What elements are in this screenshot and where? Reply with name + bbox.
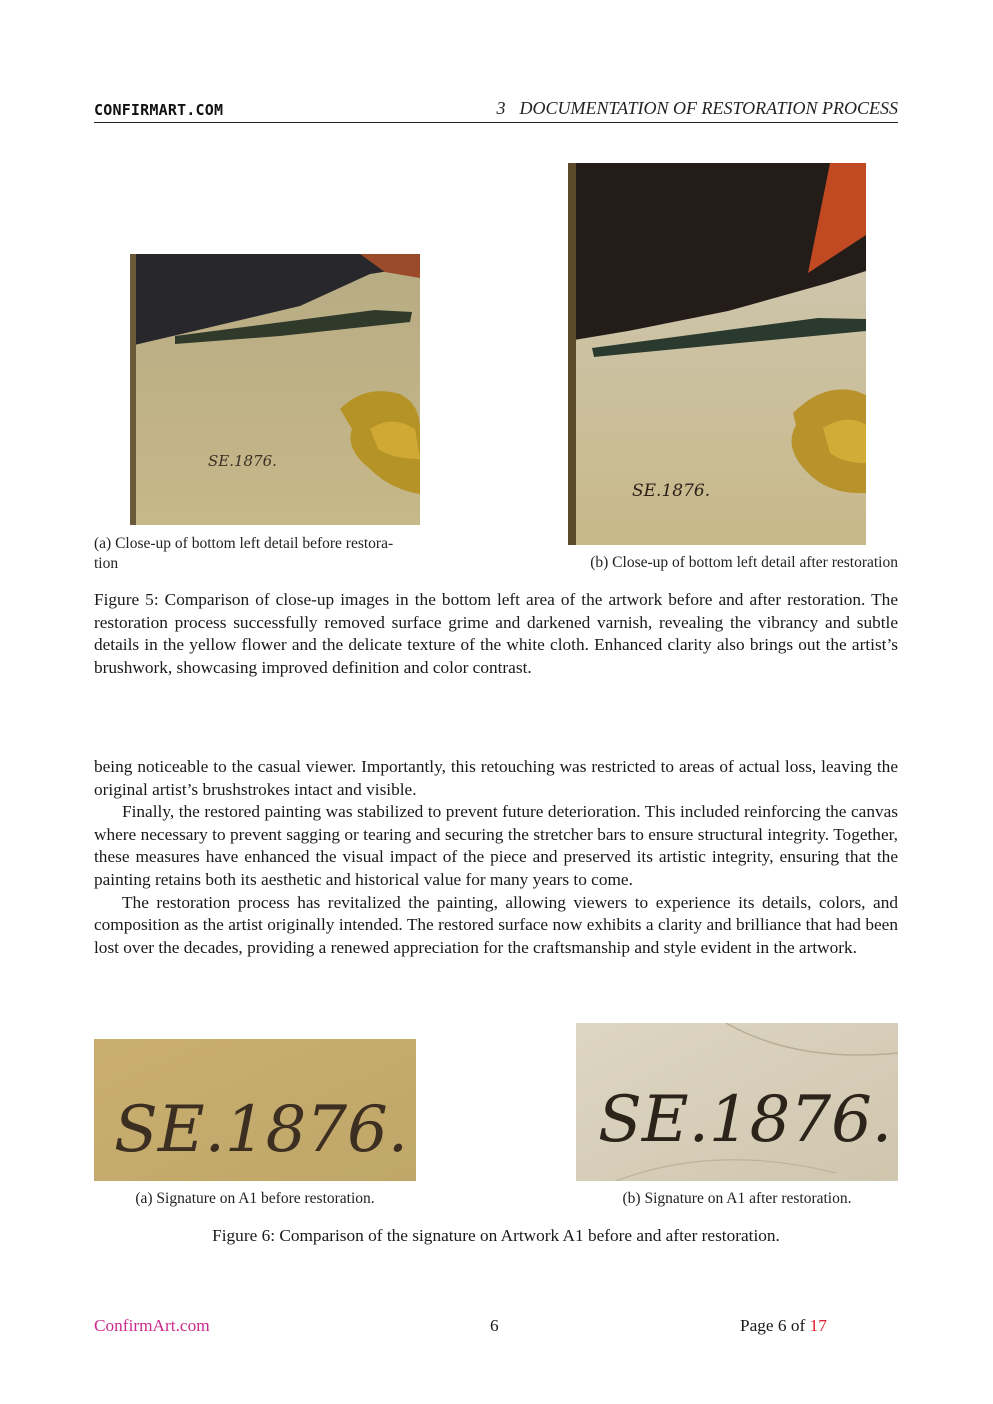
- paragraph: being noticeable to the casual viewer. Importantly, this retouching was restricted to areas of actual loss, leaving the original artist’s brushstrokes intact and visible.: [94, 757, 898, 799]
- figure-6-caption: Figure 6: Comparison of the signature on Artwork A1 before and after restoration.: [212, 1226, 780, 1245]
- figure-6b-image: [576, 1023, 898, 1181]
- paragraph: The restoration process has revitalized the painting, allowing viewers to experience its details, colors, and composition as the artist originally intended. The restored surface now exhibits a clarity and brilliance that had been lost over the decades, providing a renewed appreciation for the craftsmanship and style evident in the artwork.: [94, 892, 898, 957]
- footer-site-link[interactable]: ConfirmArt.com: [94, 1316, 210, 1335]
- svg-text:SE.1876.: SE.1876.: [114, 1093, 409, 1167]
- figure-5b-caption: (b) Close-up of bottom left detail after restoration: [590, 554, 898, 571]
- figure-5-caption: Figure 5: Comparison of close-up images in the bottom left area of the artwork before and after restoration. The restoration process successfully removed surface grime and darkened varnish, revealing the vibrancy and subtle details in the yellow flower and the delicate texture of the white cloth. Enhanced clarity also brings out the artist’s brushwork, showcasing improved definition and color contrast.: [94, 590, 898, 677]
- header-rule: [94, 122, 898, 123]
- footer-page-number: 6: [490, 1316, 499, 1335]
- figure-5a-image: [130, 254, 420, 525]
- site-logo: CONFIRMART.COM: [94, 101, 224, 119]
- body-text: [94, 756, 898, 959]
- footer-page-label: Page 6 of: [740, 1316, 806, 1335]
- figure-5a-caption-line2: tion: [94, 555, 119, 572]
- footer-page-count: [740, 1316, 827, 1336]
- figure-6a-image: [94, 1039, 416, 1181]
- section-title: DOCUMENTATION OF RESTORATION PROCESS: [519, 98, 898, 118]
- svg-text:SE.1876.: SE.1876.: [632, 481, 711, 501]
- figure-5a-caption: [94, 534, 460, 574]
- figure-6b-caption: (b) Signature on A1 after restoration.: [622, 1190, 852, 1207]
- svg-text:SE.1876.: SE.1876.: [598, 1083, 893, 1157]
- footer-total-pages-link[interactable]: 17: [809, 1316, 827, 1335]
- figure-5a-caption-line1: (a) Close-up of bottom left detail before restora-: [94, 535, 394, 552]
- paragraph: Finally, the restored painting was stabilized to prevent future deterioration. This included reinforcing the canvas where necessary to prevent sagging or tearing and securing the stretcher bars to ensure structural integrity. Together, these measures have enhanced the visual impact of the piece and preserved its artistic integrity, ensuring that the painting retains both its aesthetic and historical value for many years to come.: [94, 802, 898, 889]
- figure-5b-image: [568, 163, 866, 545]
- section-number: 3: [496, 98, 506, 118]
- svg-text:SE.1876.: SE.1876.: [208, 452, 277, 470]
- running-head: [496, 98, 898, 119]
- figure-6a-caption: (a) Signature on A1 before restoration.: [135, 1190, 375, 1207]
